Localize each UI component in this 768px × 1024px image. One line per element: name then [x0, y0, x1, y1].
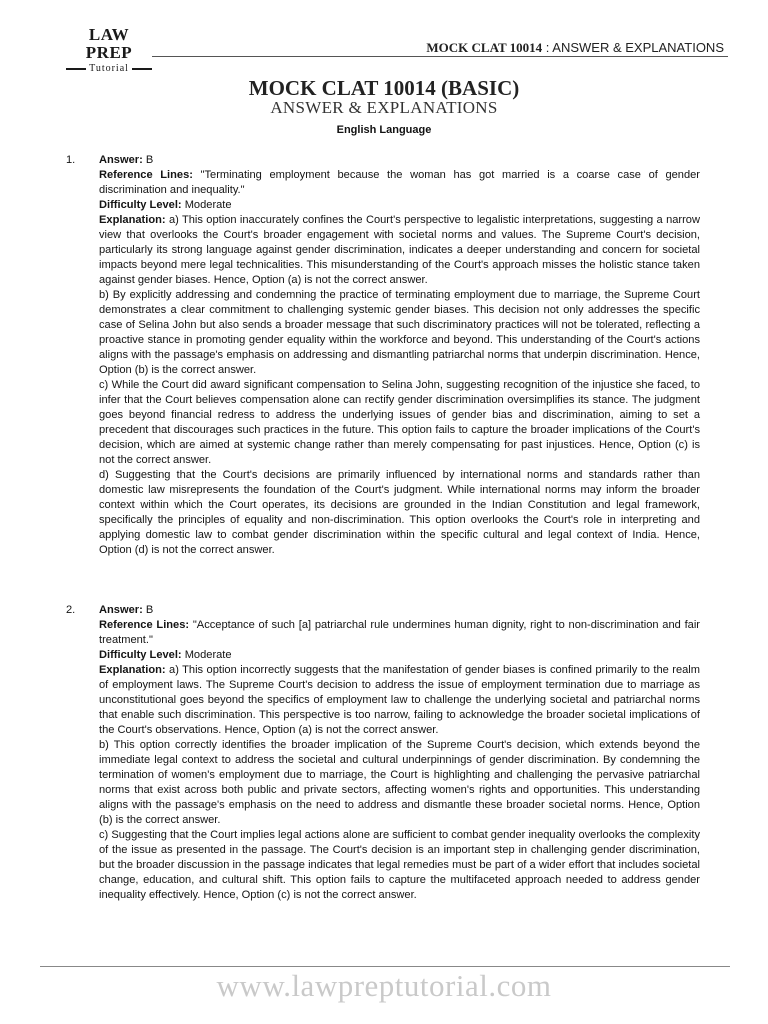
logo-left-rule [66, 68, 86, 70]
question-item [66, 153, 700, 558]
footer-website: www.lawpreptutorial.com [216, 968, 552, 1003]
reference-lines [99, 168, 700, 198]
difficulty-label: Difficulty Level: [99, 199, 182, 211]
page-title: MOCK CLAT 10014 (BASIC) [248, 76, 520, 100]
logo-sub-text: Tutorial [89, 63, 129, 74]
reference-text: "Acceptance of such [a] patriarchal rule undermines human dignity, right to non-discrimination and fair treatment." [99, 619, 700, 646]
answer-label: Answer: [99, 154, 143, 166]
difficulty-line [99, 198, 700, 213]
question-item [66, 603, 700, 903]
answer-line [99, 603, 700, 618]
running-header-bold: MOCK CLAT 10014 [426, 40, 543, 55]
answer-value: B [142, 154, 154, 166]
explanation-option-a [99, 213, 700, 288]
footer-divider [40, 966, 730, 967]
answer-label: Answer: [99, 604, 143, 616]
explanation-label: Explanation: [99, 214, 166, 226]
question-number: 1. [66, 154, 76, 166]
difficulty-value: Moderate [181, 649, 232, 661]
explanation-a-text: a) This option inaccurately confines the Court's perspective to legalistic interpretations, suggesting a narrow view that overlooks the Court's broader engagement with societal norms and values. The Supreme Court's decision, particularly its strong language against gender discrimination, indicates a deeper understanding and concern for societal impacts beyond mere legal technicalities. This misunderstanding of the Court's approach misses the holistic stance taken against gender biases. Hence, Option (a) is not the correct answer. [99, 214, 700, 286]
question-body [99, 153, 700, 558]
header-divider [152, 56, 728, 57]
explanation-option-b: b) By explicitly addressing and condemning the practice of terminating employment due to marriage, the Supreme Court demonstrates a clear commitment to challenging systemic gender biases. This decision not only addresses the specific case of Selina John but also sends a broader message that such discriminatory practices will not be tolerated, reflecting a proactive stance in promoting gender equality within the workforce and beyond. This understanding of the Court's actions aligns with the passage's emphasis on addressing and dismantling patriarchal norms that underpin discrimination. Hence, Option (b) is the correct answer. [99, 289, 700, 376]
answer-line [99, 153, 700, 168]
explanation-option-a [99, 663, 700, 738]
question-number: 2. [66, 604, 76, 616]
difficulty-label: Difficulty Level: [99, 649, 182, 661]
explanation-option-d: d) Suggesting that the Court's decisions are primarily influenced by international norms and standards rather than domestic law misrepresents the foundation of the Court's judgment. While international norms may inform the broader context within which the Court operates, its decisions are grounded in the Indian Constitution and legal framework, specifically the principles of equality and non-discrimination. This option overlooks the Court's role in interpreting and applying domestic law to combat gender discrimination within the specific cultural and legal context of India. Hence, Option (d) is not the correct answer. [99, 469, 700, 556]
section-heading: English Language [336, 124, 432, 136]
question-body [99, 603, 700, 903]
explanation-label: Explanation: [99, 664, 166, 676]
answer-value: B [142, 604, 154, 616]
explanation-option-b: b) This option correctly identifies the broader implication of the Supreme Court's decision, which extends beyond the immediate legal context to address the societal and cultural underpinnings of gender discrimination. By condemning the termination of women's employment due to marriage, the Court is highlighting and challenging the pervasive patriarchal norms that exist across both public and private sectors, affecting women's rights and opportunities. This understanding aligns with the passage's emphasis on the need to address and dismantle these broader societal norms. Hence, Option (b) is the correct answer. [99, 739, 700, 826]
reference-lines [99, 618, 700, 648]
reference-text: "Terminating employment because the woman has got married is a coarse case of gender discrimination and inequality." [99, 169, 700, 196]
explanation-option-c: c) While the Court did award significant compensation to Selina John, suggesting recognition of the injustice she faced, to infer that the Court believes compensation alone can rectify gender discrimination oversimplifies its stance. The judgment goes beyond financial redress to address the underlying issues of gender bias and discrimination, aiming to set a precedent that discourages such practices in the future. This option fails to capture the broader implications of the Court's decision, which are aimed at systemic change rather than merely compensating for past injustices. Hence, Option (c) is not the correct answer. [99, 379, 700, 466]
running-header-rest: : ANSWER & EXPLANATIONS [542, 40, 724, 55]
reference-label: Reference Lines: [99, 169, 193, 181]
page-subtitle: ANSWER & EXPLANATIONS [270, 98, 498, 117]
difficulty-value: Moderate [181, 199, 232, 211]
logo-main-text: LAW PREP [85, 25, 133, 62]
difficulty-line [99, 648, 700, 663]
law-prep-logo [66, 25, 152, 74]
logo-right-rule [132, 68, 152, 70]
running-header [426, 40, 724, 56]
explanation-option-c: c) Suggesting that the Court implies legal actions alone are sufficient to combat gender inequality overlooks the complexity of the issue as presented in the passage. The Court's decision is an important step in challenging gender discrimination, but the broader discussion in the passage indicates that legal remedies must be part of a wider effort that includes societal change, education, and cultural shift. This option fails to capture the multifaceted approach needed to address gender inequality effectively. Hence, Option (c) is not the correct answer. [99, 829, 700, 901]
explanation-a-text: a) This option incorrectly suggests that the manifestation of gender biases is confined primarily to the realm of employment laws. The Supreme Court's decision to address the issue of employment termination due to marriage as unconstitutional goes beyond the specifics of employment law to challenge the underlying societal and patriarchal norms that enable such discrimination. This perspective is too narrow, failing to acknowledge the broader societal implications of the Court's observations. Hence, Option (a) is not the correct answer. [99, 664, 700, 736]
reference-label: Reference Lines: [99, 619, 190, 631]
